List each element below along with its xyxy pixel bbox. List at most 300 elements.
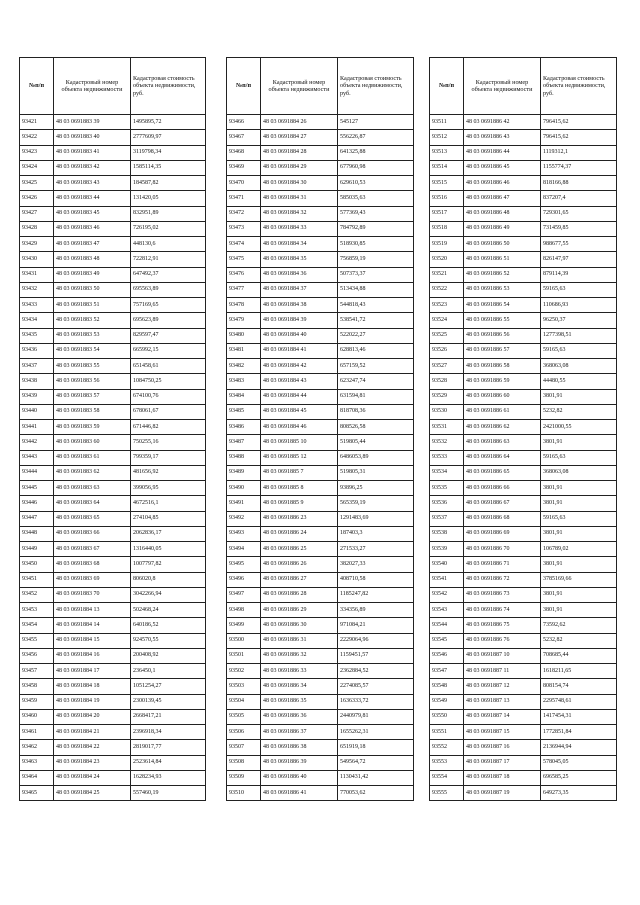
table-row: [227, 603, 414, 618]
cadastral-number: 48 03 0691886 52: [464, 267, 541, 282]
row-number: 93536: [430, 496, 464, 511]
cadastral-number: 48 03 0691884 23: [54, 755, 131, 770]
table-row: [227, 618, 414, 633]
cadastral-number: 48 03 0691883 61: [54, 450, 131, 465]
table-row: [20, 313, 206, 328]
cadastral-number: 48 03 0691883 55: [54, 359, 131, 374]
header-row: [20, 58, 206, 115]
table-row: [430, 496, 617, 511]
cadastral-number: 48 03 0691886 60: [464, 389, 541, 404]
cadastral-number: 48 03 0691884 41: [261, 343, 338, 358]
cadastral-value: 832951,89: [131, 206, 206, 221]
table-row: [227, 237, 414, 252]
cadastral-number: 48 03 0691886 68: [464, 511, 541, 526]
cadastral-value: 829597,47: [131, 328, 206, 343]
row-number: 93490: [227, 481, 261, 496]
row-number: 93473: [227, 221, 261, 236]
table-row: [430, 298, 617, 313]
cadastral-value: 3785169,66: [541, 572, 617, 587]
row-number: 93455: [20, 633, 54, 648]
table-row: [20, 374, 206, 389]
cadastral-number: 48 03 0691886 41: [261, 786, 338, 801]
table-row: [430, 587, 617, 602]
cadastral-value: 695623,89: [131, 313, 206, 328]
cadastral-number: 48 03 0691887 15: [464, 725, 541, 740]
table-row: [430, 709, 617, 724]
cadastral-value: 629610,53: [338, 176, 414, 191]
cadastral-value: 1772851,84: [541, 725, 617, 740]
row-number: 93543: [430, 603, 464, 618]
cadastral-value: 2062836,17: [131, 526, 206, 541]
table-row: [227, 496, 414, 511]
cadastral-value: 770053,62: [338, 786, 414, 801]
row-number: 93451: [20, 572, 54, 587]
table-row: [20, 389, 206, 404]
cadastral-number: 48 03 0691886 28: [261, 587, 338, 602]
cadastral-value: 236450,1: [131, 664, 206, 679]
cadastral-number: 48 03 0691886 76: [464, 633, 541, 648]
row-number: 93520: [430, 252, 464, 267]
row-number: 93538: [430, 526, 464, 541]
table-row: [430, 237, 617, 252]
row-number: 93545: [430, 633, 464, 648]
row-number: 93529: [430, 389, 464, 404]
table-row: [20, 709, 206, 724]
table-row: [20, 237, 206, 252]
table-row: [227, 313, 414, 328]
table-row: [430, 176, 617, 191]
cadastral-value: 131420,05: [131, 191, 206, 206]
cadastral-number: 48 03 0691884 17: [54, 664, 131, 679]
cadastral-value: 649273,35: [541, 786, 617, 801]
cadastral-number: 48 03 0691883 49: [54, 267, 131, 282]
cadastral-value: 651458,61: [131, 359, 206, 374]
cadastral-number: 48 03 0691883 68: [54, 557, 131, 572]
row-number: 93461: [20, 725, 54, 740]
header-num: №п/п: [227, 58, 261, 115]
table-row: [227, 252, 414, 267]
cadastral-value: 481656,92: [131, 465, 206, 480]
row-number: 93456: [20, 648, 54, 663]
row-number: 93528: [430, 374, 464, 389]
cadastral-value: 1495895,72: [131, 115, 206, 130]
cadastral-value: 826147,97: [541, 252, 617, 267]
row-number: 93449: [20, 542, 54, 557]
cadastral-number: 48 03 0691883 59: [54, 420, 131, 435]
cadastral-value: 3119798,34: [131, 145, 206, 160]
cadastral-value: 837207,4: [541, 191, 617, 206]
row-number: 93466: [227, 115, 261, 130]
cadastral-number: 48 03 0691884 22: [54, 740, 131, 755]
table-row: [430, 725, 617, 740]
table-row: [430, 191, 617, 206]
cadastral-number: 48 03 0691884 44: [261, 389, 338, 404]
cadastral-number: 48 03 0691886 74: [464, 603, 541, 618]
row-number: 93436: [20, 343, 54, 358]
cadastral-value: 2440979,81: [338, 709, 414, 724]
cadastral-number: 48 03 0691886 39: [261, 755, 338, 770]
table-row: [430, 206, 617, 221]
header-cadastral-value: Кадастровая стоимость объекта недвижимости, руб.: [541, 58, 617, 115]
row-number: 93445: [20, 481, 54, 496]
cadastral-value: 3801,91: [541, 389, 617, 404]
cadastral-value: 184587,82: [131, 176, 206, 191]
cadastral-value: 671446,82: [131, 420, 206, 435]
cadastral-number: 48 03 0691886 67: [464, 496, 541, 511]
cadastral-value: 545127: [338, 115, 414, 130]
cadastral-number: 48 03 0691885 7: [261, 465, 338, 480]
table-row: [227, 282, 414, 297]
cadastral-number: 48 03 0691884 46: [261, 420, 338, 435]
table-row: [227, 648, 414, 663]
cadastral-number: 48 03 0691883 66: [54, 526, 131, 541]
table-row: [430, 343, 617, 358]
row-number: 93438: [20, 374, 54, 389]
cadastral-number: 48 03 0691887 16: [464, 740, 541, 755]
row-number: 93433: [20, 298, 54, 313]
cadastral-number: 48 03 0691887 11: [464, 664, 541, 679]
row-number: 93432: [20, 282, 54, 297]
cadastral-value: 3801,91: [541, 526, 617, 541]
table-row: [20, 526, 206, 541]
cadastral-number: 48 03 0691886 63: [464, 435, 541, 450]
row-number: 93467: [227, 130, 261, 145]
row-number: 93521: [430, 267, 464, 282]
row-number: 93429: [20, 237, 54, 252]
cadastral-number: 48 03 0691884 33: [261, 221, 338, 236]
table-row: [430, 755, 617, 770]
cadastral-value: 271533,27: [338, 542, 414, 557]
table-row: [227, 404, 414, 419]
cadastral-value: 708685,44: [541, 648, 617, 663]
cadastral-number: 48 03 0691886 31: [261, 633, 338, 648]
row-number: 93474: [227, 237, 261, 252]
cadastral-value: 2819017,77: [131, 740, 206, 755]
row-number: 93427: [20, 206, 54, 221]
cadastral-value: 3801,91: [541, 587, 617, 602]
table-row: [430, 526, 617, 541]
cadastral-value: 44480,55: [541, 374, 617, 389]
table-row: [227, 328, 414, 343]
cadastral-number: 48 03 0691886 70: [464, 542, 541, 557]
cadastral-number: 48 03 0691883 50: [54, 282, 131, 297]
cadastral-value: 507373,37: [338, 267, 414, 282]
row-number: 93426: [20, 191, 54, 206]
cadastral-number: 48 03 0691886 23: [261, 511, 338, 526]
table-row: [430, 313, 617, 328]
cadastral-number: 48 03 0691883 46: [54, 221, 131, 236]
cadastral-number: 48 03 0691886 73: [464, 587, 541, 602]
table-row: [430, 648, 617, 663]
cadastral-value: 806020,8: [131, 572, 206, 587]
table-row: [430, 618, 617, 633]
row-number: 93489: [227, 465, 261, 480]
cadastral-value: 631594,81: [338, 389, 414, 404]
cadastral-number: 48 03 0691883 53: [54, 328, 131, 343]
table-row: [20, 359, 206, 374]
cadastral-value: 665992,15: [131, 343, 206, 358]
cadastral-number: 48 03 0691884 28: [261, 145, 338, 160]
table-row: [20, 176, 206, 191]
cadastral-value: 678061,67: [131, 404, 206, 419]
cadastral-value: 674100,76: [131, 389, 206, 404]
cadastral-number: 48 03 0691884 36: [261, 267, 338, 282]
cadastral-number: 48 03 0691886 62: [464, 420, 541, 435]
row-number: 93421: [20, 115, 54, 130]
cadastral-number: 48 03 0691886 72: [464, 572, 541, 587]
table-row: [20, 282, 206, 297]
cadastral-value: 731459,85: [541, 221, 617, 236]
cadastral-value: 274104,85: [131, 511, 206, 526]
header-cadastral-number: Кадастровый номер объекта недвижимости: [261, 58, 338, 115]
row-number: 93475: [227, 252, 261, 267]
row-number: 93516: [430, 191, 464, 206]
cadastral-value: 522022,27: [338, 328, 414, 343]
cadastral-number: 48 03 0691886 24: [261, 526, 338, 541]
cadastral-value: 549564,72: [338, 755, 414, 770]
row-number: 93470: [227, 176, 261, 191]
cadastral-value: 971084,21: [338, 618, 414, 633]
row-number: 93491: [227, 496, 261, 511]
table-row: [227, 206, 414, 221]
header-cadastral-value: Кадастровая стоимость объекта недвижимости, руб.: [131, 58, 206, 115]
row-number: 93550: [430, 709, 464, 724]
cadastral-number: 48 03 0691883 63: [54, 481, 131, 496]
cadastral-value: 757169,65: [131, 298, 206, 313]
table-row: [227, 267, 414, 282]
table-row: [227, 359, 414, 374]
row-number: 93546: [430, 648, 464, 663]
row-number: 93430: [20, 252, 54, 267]
row-number: 93527: [430, 359, 464, 374]
table-row: [20, 557, 206, 572]
cadastral-table-3: [429, 57, 617, 801]
cadastral-value: 2777609,97: [131, 130, 206, 145]
table-row: [430, 465, 617, 480]
cadastral-number: 48 03 0691887 12: [464, 679, 541, 694]
cadastral-value: 557460,19: [131, 786, 206, 801]
cadastral-value: 368063,08: [541, 359, 617, 374]
row-number: 93465: [20, 786, 54, 801]
cadastral-value: 696585,25: [541, 770, 617, 785]
cadastral-number: 48 03 0691886 69: [464, 526, 541, 541]
row-number: 93460: [20, 709, 54, 724]
cadastral-number: 48 03 0691886 57: [464, 343, 541, 358]
row-number: 93480: [227, 328, 261, 343]
row-number: 93509: [227, 770, 261, 785]
table-row: [430, 420, 617, 435]
table-row: [20, 160, 206, 175]
table-row: [20, 465, 206, 480]
table-row: [20, 664, 206, 679]
table-row: [430, 603, 617, 618]
row-number: 93440: [20, 404, 54, 419]
cadastral-number: 48 03 0691886 59: [464, 374, 541, 389]
row-number: 93541: [430, 572, 464, 587]
cadastral-value: 519805,31: [338, 465, 414, 480]
row-number: 93499: [227, 618, 261, 633]
row-number: 93495: [227, 557, 261, 572]
cadastral-number: 48 03 0691887 14: [464, 709, 541, 724]
header-num: №п/п: [20, 58, 54, 115]
cadastral-value: 1655262,31: [338, 725, 414, 740]
row-number: 93552: [430, 740, 464, 755]
table-row: [227, 389, 414, 404]
table-row: [20, 115, 206, 130]
row-number: 93512: [430, 130, 464, 145]
cadastral-value: 1636333,72: [338, 694, 414, 709]
cadastral-number: 48 03 0691884 26: [261, 115, 338, 130]
row-number: 93551: [430, 725, 464, 740]
cadastral-value: 640186,52: [131, 618, 206, 633]
table-row: [430, 252, 617, 267]
cadastral-value: 3042266,94: [131, 587, 206, 602]
cadastral-value: 1628234,93: [131, 770, 206, 785]
table-row: [227, 770, 414, 785]
table-row: [227, 176, 414, 191]
cadastral-value: 2421000,55: [541, 420, 617, 435]
table-row: [430, 115, 617, 130]
row-number: 93494: [227, 542, 261, 557]
row-number: 93471: [227, 191, 261, 206]
cadastral-table-1: [19, 57, 206, 801]
cadastral-value: 1316440,05: [131, 542, 206, 557]
table-row: [20, 130, 206, 145]
cadastral-number: 48 03 0691884 24: [54, 770, 131, 785]
table-row: [20, 328, 206, 343]
cadastral-value: 518930,85: [338, 237, 414, 252]
row-number: 93530: [430, 404, 464, 419]
cadastral-number: 48 03 0691883 64: [54, 496, 131, 511]
cadastral-number: 48 03 0691886 53: [464, 282, 541, 297]
row-number: 93462: [20, 740, 54, 755]
table-row: [20, 450, 206, 465]
table-row: [20, 542, 206, 557]
cadastral-number: 48 03 0691886 43: [464, 130, 541, 145]
cadastral-number: 48 03 0691884 20: [54, 709, 131, 724]
row-number: 93517: [430, 206, 464, 221]
table-row: [430, 450, 617, 465]
cadastral-value: 110686,93: [541, 298, 617, 313]
cadastral-number: 48 03 0691887 13: [464, 694, 541, 709]
table-row: [430, 435, 617, 450]
row-number: 93442: [20, 435, 54, 450]
cadastral-value: 1277398,51: [541, 328, 617, 343]
row-number: 93476: [227, 267, 261, 282]
table-row: [227, 786, 414, 801]
row-number: 93457: [20, 664, 54, 679]
cadastral-value: 1119312,1: [541, 145, 617, 160]
table-row: [227, 740, 414, 755]
cadastral-number: 48 03 0691886 66: [464, 481, 541, 496]
table-row: [430, 389, 617, 404]
cadastral-value: 1051254,27: [131, 679, 206, 694]
cadastral-value: 1159451,57: [338, 648, 414, 663]
table-row: [227, 145, 414, 160]
cadastral-value: 988677,55: [541, 237, 617, 252]
table-row: [430, 633, 617, 648]
cadastral-value: 3801,91: [541, 496, 617, 511]
table-row: [227, 572, 414, 587]
header-row: [227, 58, 414, 115]
row-number: 93502: [227, 664, 261, 679]
table-row: [227, 465, 414, 480]
cadastral-value: 334356,89: [338, 603, 414, 618]
cadastral-value: 641325,88: [338, 145, 414, 160]
cadastral-number: 48 03 0691883 65: [54, 511, 131, 526]
cadastral-number: 48 03 0691884 30: [261, 176, 338, 191]
cadastral-value: 1417454,31: [541, 709, 617, 724]
cadastral-number: 48 03 0691886 25: [261, 542, 338, 557]
cadastral-number: 48 03 0691886 45: [464, 160, 541, 175]
cadastral-number: 48 03 0691887 18: [464, 770, 541, 785]
cadastral-number: 48 03 0691887 19: [464, 786, 541, 801]
table-row: [20, 648, 206, 663]
cadastral-number: 48 03 0691886 55: [464, 313, 541, 328]
cadastral-number: 48 03 0691883 39: [54, 115, 131, 130]
table-row: [20, 587, 206, 602]
table-row: [430, 404, 617, 419]
table-row: [20, 603, 206, 618]
cadastral-number: 48 03 0691884 21: [54, 725, 131, 740]
row-number: 93434: [20, 313, 54, 328]
cadastral-value: 818166,88: [541, 176, 617, 191]
cadastral-number: 48 03 0691886 51: [464, 252, 541, 267]
row-number: 93533: [430, 450, 464, 465]
row-number: 93422: [20, 130, 54, 145]
row-number: 93511: [430, 115, 464, 130]
cadastral-value: 6486053,89: [338, 450, 414, 465]
cadastral-value: 1585114,35: [131, 160, 206, 175]
table-row: [227, 709, 414, 724]
cadastral-number: 48 03 0691886 56: [464, 328, 541, 343]
header-cadastral-number: Кадастровый номер объекта недвижимости: [464, 58, 541, 115]
row-number: 93539: [430, 542, 464, 557]
row-number: 93431: [20, 267, 54, 282]
cadastral-value: 2362884,52: [338, 664, 414, 679]
cadastral-number: 48 03 0691886 58: [464, 359, 541, 374]
table-row: [20, 191, 206, 206]
cadastral-value: 448130,6: [131, 237, 206, 252]
table-row: [430, 130, 617, 145]
row-number: 93485: [227, 404, 261, 419]
cadastral-value: 796415,62: [541, 115, 617, 130]
cadastral-table-2: [226, 57, 414, 801]
cadastral-value: 924570,55: [131, 633, 206, 648]
cadastral-value: 3801,91: [541, 435, 617, 450]
cadastral-value: 2396918,34: [131, 725, 206, 740]
table-row: [430, 557, 617, 572]
table-row: [227, 160, 414, 175]
row-number: 93518: [430, 221, 464, 236]
row-number: 93444: [20, 465, 54, 480]
row-number: 93463: [20, 755, 54, 770]
cadastral-number: 48 03 0691884 25: [54, 786, 131, 801]
table-row: [227, 450, 414, 465]
header-cadastral-value: Кадастровая стоимость объекта недвижимости, руб.: [338, 58, 414, 115]
cadastral-value: 2229064,96: [338, 633, 414, 648]
cadastral-value: 2274085,57: [338, 679, 414, 694]
row-number: 93483: [227, 374, 261, 389]
cadastral-number: 48 03 0691883 57: [54, 389, 131, 404]
table-row: [430, 374, 617, 389]
table-row: [430, 160, 617, 175]
cadastral-value: 556226,87: [338, 130, 414, 145]
table-row: [20, 252, 206, 267]
table-row: [20, 404, 206, 419]
row-number: 93504: [227, 694, 261, 709]
cadastral-number: 48 03 0691886 37: [261, 725, 338, 740]
